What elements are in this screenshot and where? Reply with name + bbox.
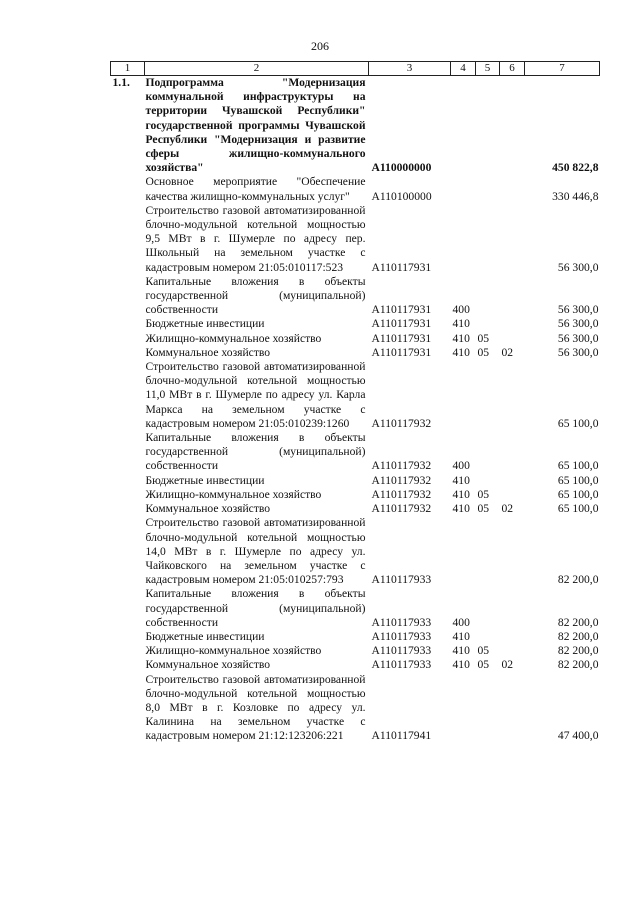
section <box>476 317 500 331</box>
row-number <box>111 431 145 474</box>
subsection <box>500 587 525 630</box>
table-row <box>111 658 600 672</box>
row-number: 1.1. <box>112 76 130 89</box>
section <box>476 431 500 474</box>
row-name: Строительство газовой автоматизированной блочно-модульной котельной мощностью 11,0 МВт в г. Шумерле по адресу ул. Карла Маркса на земельном участке с кадастровым номером 21:05:010239:1260 <box>145 360 366 430</box>
table-row <box>111 175 600 203</box>
row-number <box>111 317 145 331</box>
subsection <box>500 204 525 275</box>
section <box>476 275 500 318</box>
row-number <box>111 204 145 275</box>
row-name: Жилищно-коммунальное хозяйство <box>145 331 322 345</box>
subsection <box>500 673 525 744</box>
row-name: Бюджетные инвестиции <box>145 317 265 331</box>
amount: 56 300,0 <box>557 303 599 317</box>
subsection: 02 <box>501 502 514 516</box>
table-row <box>111 317 600 331</box>
amount: 56 300,0 <box>557 345 599 359</box>
amount: 56 300,0 <box>557 317 599 331</box>
subsection <box>500 431 525 474</box>
expense-type: 410 <box>452 317 470 331</box>
column-header: 6 <box>500 62 525 76</box>
table-row <box>111 360 600 431</box>
page-number: 206 <box>311 39 329 53</box>
subsection: 02 <box>501 658 514 672</box>
row-name: Бюджетные инвестиции <box>145 473 265 487</box>
subsection <box>500 474 525 488</box>
amount: 450 822,8 <box>552 161 599 175</box>
row-number <box>111 275 145 318</box>
expense-type: 410 <box>452 331 470 345</box>
subsection <box>500 630 525 644</box>
target-article-code: А110117933 <box>371 658 432 672</box>
table-row <box>111 474 600 488</box>
expense-type: 410 <box>452 345 470 359</box>
row-number <box>111 175 145 203</box>
table-row <box>111 76 600 176</box>
subsection <box>500 317 525 331</box>
row-number <box>111 644 145 658</box>
table-row <box>111 516 600 587</box>
amount: 47 400,0 <box>557 729 599 743</box>
row-name: Коммунальное хозяйство <box>145 658 271 672</box>
amount: 65 100,0 <box>557 459 599 473</box>
section <box>476 673 500 744</box>
amount: 82 200,0 <box>557 615 599 629</box>
amount: 56 300,0 <box>557 260 599 274</box>
section <box>476 76 500 176</box>
subsection <box>500 275 525 318</box>
subsection <box>500 175 525 203</box>
expense-type <box>451 175 476 203</box>
amount: 56 300,0 <box>557 331 599 345</box>
amount: 65 100,0 <box>557 473 599 487</box>
row-name: Строительство газовой автоматизированной блочно-модульной котельной мощностью 8,0 МВт в г. Козловке по адресу ул. Калинина на земельном участке с кадастровым номером 21:12:123206:221 <box>145 672 366 743</box>
target-article-code: А110117931 <box>371 317 432 331</box>
row-number <box>111 488 145 502</box>
section <box>476 360 500 431</box>
target-article-code: А110117933 <box>371 629 432 643</box>
row-name: Капитальные вложения в объекты государственной (муниципальной) собственности <box>145 431 366 473</box>
row-name: Жилищно-коммунальное хозяйство <box>145 487 322 501</box>
row-name: Капитальные вложения в объекты государственной (муниципальной) собственности <box>145 587 366 629</box>
amount: 82 200,0 <box>557 629 599 643</box>
amount: 82 200,0 <box>557 644 599 658</box>
expense-type: 410 <box>452 644 470 658</box>
column-header: 7 <box>525 62 600 76</box>
expense-type: 410 <box>452 502 470 516</box>
section: 05 <box>477 487 490 501</box>
column-header-row <box>111 62 600 76</box>
target-article-code: А110117933 <box>371 615 432 629</box>
row-number <box>111 346 145 360</box>
target-article-code: А110000000 <box>371 161 432 175</box>
expense-type <box>451 76 476 176</box>
section <box>476 175 500 203</box>
target-article-code: А110100000 <box>371 189 432 203</box>
target-article-code: А110117941 <box>371 729 432 743</box>
expense-type <box>451 360 476 431</box>
row-number <box>111 587 145 630</box>
row-number <box>111 658 145 672</box>
table-row <box>111 587 600 630</box>
table-row <box>111 488 600 502</box>
target-article-code: А110117932 <box>371 459 432 473</box>
subsection <box>500 488 525 502</box>
amount: 65 100,0 <box>557 487 599 501</box>
table-row <box>111 204 600 275</box>
table-row <box>111 431 600 474</box>
subsection <box>500 644 525 658</box>
column-header: 4 <box>451 62 476 76</box>
table-row <box>111 502 600 516</box>
expense-type <box>451 204 476 275</box>
column-header: 3 <box>369 62 451 76</box>
expense-type <box>451 516 476 587</box>
target-article-code: А110117931 <box>371 303 432 317</box>
row-name: Капитальные вложения в объекты государственной (муниципальной) собственности <box>145 274 366 317</box>
row-name: Коммунальное хозяйство <box>145 345 271 359</box>
target-article-code: А110117933 <box>371 644 432 658</box>
section: 05 <box>477 644 490 658</box>
amount: 330 446,8 <box>552 189 599 203</box>
table-row <box>111 644 600 658</box>
section <box>476 516 500 587</box>
row-number <box>111 360 145 431</box>
row-name: Строительство газовой автоматизированной блочно-модульной котельной мощностью 9,5 МВт в г. Шумерле по адресу пер. Школьный на земельном участке с кадастровым номером 21:05:010117:523 <box>145 203 366 274</box>
section <box>476 474 500 488</box>
row-number <box>111 673 145 744</box>
target-article-code: А110117931 <box>371 331 432 345</box>
table-row <box>111 346 600 360</box>
column-header: 5 <box>476 62 500 76</box>
section <box>476 587 500 630</box>
expense-type: 400 <box>452 303 470 317</box>
amount: 65 100,0 <box>557 502 599 516</box>
row-name: Жилищно-коммунальное хозяйство <box>145 644 322 658</box>
expense-type: 410 <box>452 487 470 501</box>
target-article-code: А110117932 <box>371 473 432 487</box>
amount: 65 100,0 <box>557 416 599 430</box>
row-number <box>111 502 145 516</box>
table-row <box>111 275 600 318</box>
expense-type <box>451 673 476 744</box>
table-row <box>111 630 600 644</box>
subsection <box>500 76 525 176</box>
section <box>476 630 500 644</box>
table-row <box>111 332 600 346</box>
subsection <box>500 360 525 431</box>
expense-type: 400 <box>452 615 470 629</box>
subsection: 02 <box>501 345 514 359</box>
expense-type: 400 <box>452 459 470 473</box>
section: 05 <box>477 331 490 345</box>
section: 05 <box>477 502 490 516</box>
amount: 82 200,0 <box>557 573 599 587</box>
subsection <box>500 332 525 346</box>
section: 05 <box>477 658 490 672</box>
row-name: Коммунальное хозяйство <box>145 502 271 516</box>
target-article-code: А110117931 <box>371 260 432 274</box>
row-name: Подпрограмма "Модернизация коммунальной инфраструктуры на территории Чувашской Республики" государственной программы Чувашской Республики "Модернизация и развитие сферы жилищно-коммунального хозяйства" <box>145 76 366 175</box>
target-article-code: А110117931 <box>371 345 432 359</box>
column-header: 2 <box>145 62 369 76</box>
target-article-code: А110117932 <box>371 487 432 501</box>
row-number <box>111 332 145 346</box>
target-article-code: А110117932 <box>371 416 432 430</box>
expense-type: 410 <box>452 629 470 643</box>
target-article-code: А110117933 <box>371 573 432 587</box>
subsection <box>500 516 525 587</box>
target-article-code: А110117932 <box>371 502 432 516</box>
row-number <box>111 516 145 587</box>
row-name: Бюджетные инвестиции <box>145 629 265 643</box>
section <box>476 204 500 275</box>
row-number <box>111 474 145 488</box>
row-name: Строительство газовой автоматизированной блочно-модульной котельной мощностью 14,0 МВт в г. Шумерле по адресу ул. Чайковского на земельном участке с кадастровым номером 21:05:010257:793 <box>145 516 366 587</box>
column-header: 1 <box>111 62 145 76</box>
budget-table <box>110 61 600 744</box>
table-row <box>111 673 600 744</box>
row-name: Основное мероприятие "Обеспечение качества жилищно-коммунальных услуг" <box>145 175 366 203</box>
row-number <box>111 630 145 644</box>
section: 05 <box>477 345 490 359</box>
expense-type: 410 <box>452 658 470 672</box>
expense-type: 410 <box>452 473 470 487</box>
amount: 82 200,0 <box>557 658 599 672</box>
